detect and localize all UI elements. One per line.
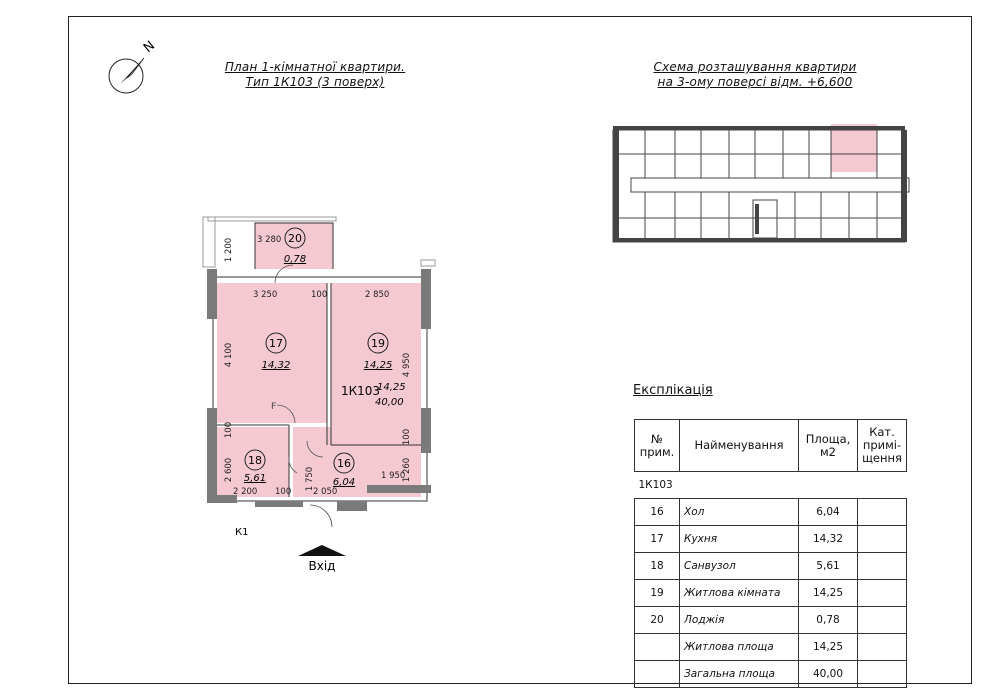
dim-2050: 2 050: [313, 487, 338, 497]
row-name: Хол: [680, 499, 799, 526]
explication-table: [634, 419, 907, 688]
group-label: 1К103: [635, 472, 907, 499]
entrance-arrow-icon: [298, 545, 346, 556]
balcony-rail: [421, 260, 435, 266]
row-area: 6,04: [799, 499, 858, 526]
plan-title-line1: План 1-кімнатної квартири.: [224, 60, 406, 74]
row-area: 0,78: [799, 607, 858, 634]
table-total-row: [635, 661, 907, 688]
loggia-rail: [208, 217, 336, 221]
ventilation-label: F: [271, 402, 277, 412]
room-17-number: 17: [269, 337, 283, 350]
room-16-number: 16: [337, 457, 351, 470]
header-area: Площа, м2: [799, 420, 858, 472]
room-19-area: 14,25: [363, 360, 393, 371]
room-18-area: 5,61: [243, 473, 267, 484]
row-category: [858, 553, 907, 580]
dim-2600: 2 600: [224, 457, 234, 483]
dim-1750: 1 750: [305, 466, 315, 492]
north-label: N: [140, 38, 159, 57]
dim-1260: 1 260: [402, 457, 412, 483]
row-category: [858, 580, 907, 607]
table-row: [635, 580, 907, 607]
table-row: [635, 499, 907, 526]
apartment-code: 1К103: [341, 384, 381, 398]
row-category: [858, 607, 907, 634]
row-area: 14,32: [799, 526, 858, 553]
header-num: № прим.: [635, 420, 680, 472]
entrance-label: Вхід: [308, 559, 336, 573]
row-name: Лоджія: [680, 607, 799, 634]
table-header-row: [635, 420, 907, 472]
plan-title: [200, 60, 430, 90]
table-row: [635, 526, 907, 553]
row-num: 20: [635, 607, 680, 634]
row-area: 14,25: [799, 580, 858, 607]
dim-3280: 3 280: [257, 235, 282, 245]
explication-title: Експлікація: [633, 383, 713, 398]
corridor: [631, 178, 909, 192]
north-arrow-icon: [100, 36, 170, 106]
header-category: Кат. примі- щення: [858, 420, 907, 472]
dim-2200: 2 200: [233, 487, 258, 497]
table-total-row: [635, 634, 907, 661]
dim-3250: 3 250: [253, 290, 278, 300]
floor-location-scheme: [605, 118, 915, 258]
dim-1950: 1 950: [381, 471, 406, 481]
room-19-number: 19: [371, 337, 385, 350]
dim-2850: 2 850: [365, 290, 390, 300]
row-num: 16: [635, 499, 680, 526]
dim-100-d: 100: [275, 487, 292, 497]
row-name: Кухня: [680, 526, 799, 553]
scheme-title-line2: на 3-ому поверсі відм. +6,600: [657, 75, 853, 89]
total-area: 14,25: [799, 634, 858, 661]
room-20-area: 0,78: [283, 254, 307, 265]
total-area: 40,00: [799, 661, 858, 688]
room-16-area: 6,04: [332, 477, 356, 488]
dim-100-c: 100: [402, 428, 412, 446]
row-num: 17: [635, 526, 680, 553]
scheme-title: [620, 60, 890, 90]
apartment-total-area: 40,00: [375, 397, 404, 408]
dim-100-b: 100: [224, 421, 234, 439]
row-category: [858, 526, 907, 553]
table-row: [635, 607, 907, 634]
table-row: [635, 553, 907, 580]
loggia-side: [203, 217, 215, 267]
apartment-living-area: 14,25: [377, 382, 406, 393]
plan-title-line2: Тип 1К103 (3 поверх): [245, 75, 385, 89]
apartment-floor-plan: [195, 205, 455, 590]
apartment-highlight: [831, 124, 877, 172]
row-category: [858, 499, 907, 526]
row-area: 5,61: [799, 553, 858, 580]
room-18-number: 18: [248, 454, 262, 467]
dim-4100: 4 100: [224, 342, 234, 368]
total-name: Загальна площа: [680, 661, 799, 688]
header-name: Найменування: [680, 420, 799, 472]
dim-100-a: 100: [311, 290, 328, 300]
row-num: 19: [635, 580, 680, 607]
dim-1200: 1 200: [224, 237, 234, 263]
room-17-area: 14,32: [261, 360, 291, 371]
row-name: Житлова кімната: [680, 580, 799, 607]
row-num: 18: [635, 553, 680, 580]
total-name: Житлова площа: [680, 634, 799, 661]
room-20-number: 20: [288, 232, 302, 245]
table-group-row: [635, 472, 907, 499]
k1-label: К1: [235, 527, 249, 538]
row-name: Санвузол: [680, 553, 799, 580]
dim-4950: 4 950: [402, 352, 412, 378]
scheme-title-line1: Схема розташування квартири: [653, 60, 857, 74]
